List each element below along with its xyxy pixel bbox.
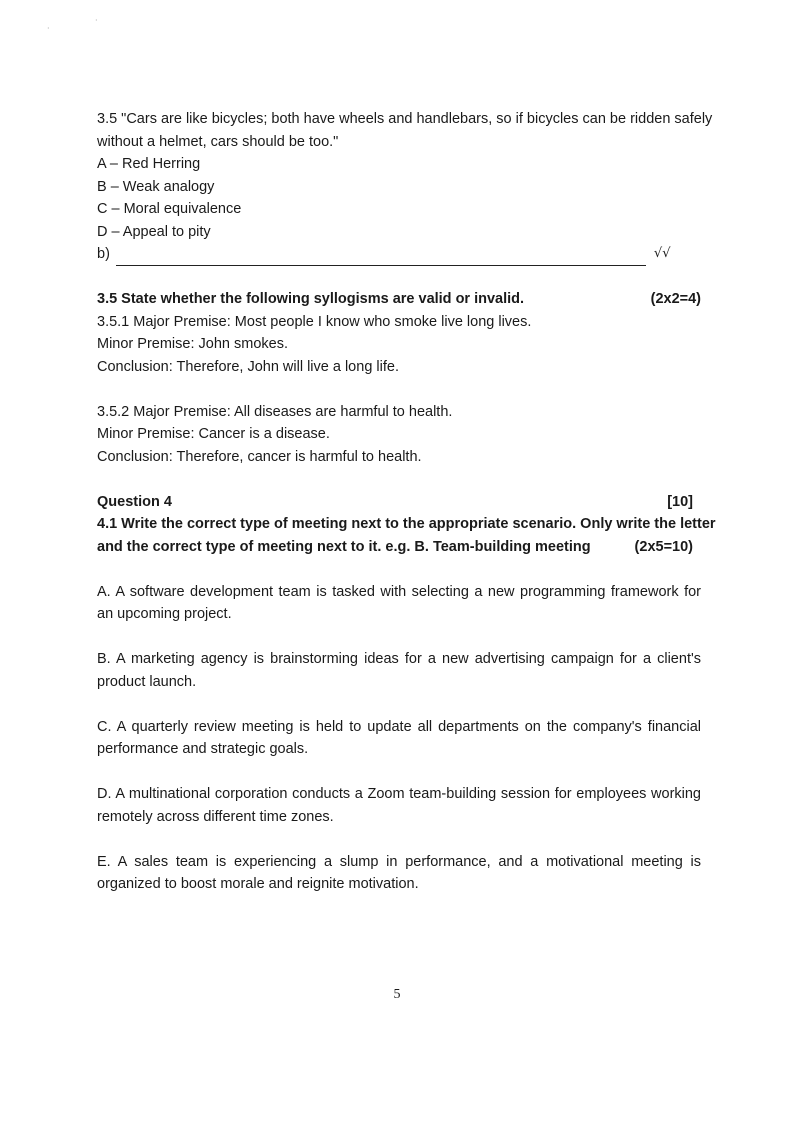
spacer bbox=[97, 378, 701, 401]
question-text-line-2: without a helmet, cars should be too." bbox=[97, 133, 339, 150]
question-4-section bbox=[97, 491, 716, 896]
question-4-total: [10] bbox=[667, 493, 693, 510]
question-4-title-row bbox=[97, 491, 701, 514]
spacer bbox=[97, 468, 701, 491]
syllogisms-heading-row bbox=[97, 288, 701, 311]
scenario-e: E. A sales team is experiencing a slump in performance, and a motivational meeting is organized to boost morale and reignite motivation. bbox=[97, 853, 701, 892]
syllogism-1-minor: Minor Premise: John smokes. bbox=[97, 336, 288, 352]
answer-prefix: b) bbox=[97, 246, 110, 262]
spacer bbox=[97, 828, 701, 851]
syllogism-1-conclusion: Conclusion: Therefore, John will live a long life. bbox=[97, 358, 399, 375]
spacer bbox=[97, 693, 701, 716]
option-c: C – Moral equivalence bbox=[97, 201, 242, 217]
question-text-line-1: 3.5 "Cars are like bicycles; both have wheels and handlebars, so if bicycles can be ridden safely bbox=[97, 111, 713, 127]
syllogisms-section bbox=[97, 288, 701, 468]
exam-page bbox=[97, 108, 716, 896]
syllogisms-heading: 3.5 State whether the following syllogisms are valid or invalid. bbox=[97, 291, 525, 307]
question-4-marks: (2x5=10) bbox=[634, 538, 693, 555]
scan-speck: · bbox=[47, 24, 50, 33]
answer-line bbox=[97, 243, 701, 266]
question-4-title: Question 4 bbox=[97, 493, 172, 510]
question-4-instruction-row-2 bbox=[97, 536, 701, 559]
scenario-b: B. A marketing agency is brainstorming ideas for a new advertising campaign for a client's product launch. bbox=[97, 651, 701, 690]
question-4-instruction-line-2: and the correct type of meeting next to it. e.g. B. Team-building meeting bbox=[97, 538, 591, 555]
syllogism-2-minor: Minor Premise: Cancer is a disease. bbox=[97, 426, 330, 442]
scenario-a: A. A software development team is tasked with selecting a new programming framework for an upcoming project. bbox=[97, 583, 701, 622]
question-4-instruction-line-1: 4.1 Write the correct type of meeting next to the appropriate scenario. Only write the letter bbox=[97, 516, 716, 532]
answer-rule[interactable] bbox=[116, 249, 646, 266]
spacer bbox=[97, 761, 701, 784]
spacer bbox=[97, 266, 701, 289]
scenario-c: C. A quarterly review meeting is held to update all departments on the company's financial performance and strategic goals. bbox=[97, 718, 701, 757]
scan-speck: · bbox=[95, 16, 98, 25]
example-question bbox=[97, 108, 713, 266]
tick-marks: √√ bbox=[653, 246, 671, 261]
spacer bbox=[97, 626, 701, 649]
option-d: D – Appeal to pity bbox=[97, 223, 211, 240]
syllogism-2-major: 3.5.2 Major Premise: All diseases are harmful to health. bbox=[97, 403, 453, 420]
scenario-d: D. A multinational corporation conducts a Zoom team-building session for employees working remotely across different time zones. bbox=[97, 786, 701, 825]
syllogisms-marks: (2x2=4) bbox=[650, 291, 701, 307]
spacer bbox=[97, 558, 701, 581]
option-b: B – Weak analogy bbox=[97, 178, 215, 195]
page-number: 5 bbox=[393, 987, 401, 1002]
option-a: A – Red Herring bbox=[97, 156, 201, 172]
syllogism-2-conclusion: Conclusion: Therefore, cancer is harmful to health. bbox=[97, 448, 422, 465]
syllogism-1-major: 3.5.1 Major Premise: Most people I know who smoke live long lives. bbox=[97, 313, 532, 330]
